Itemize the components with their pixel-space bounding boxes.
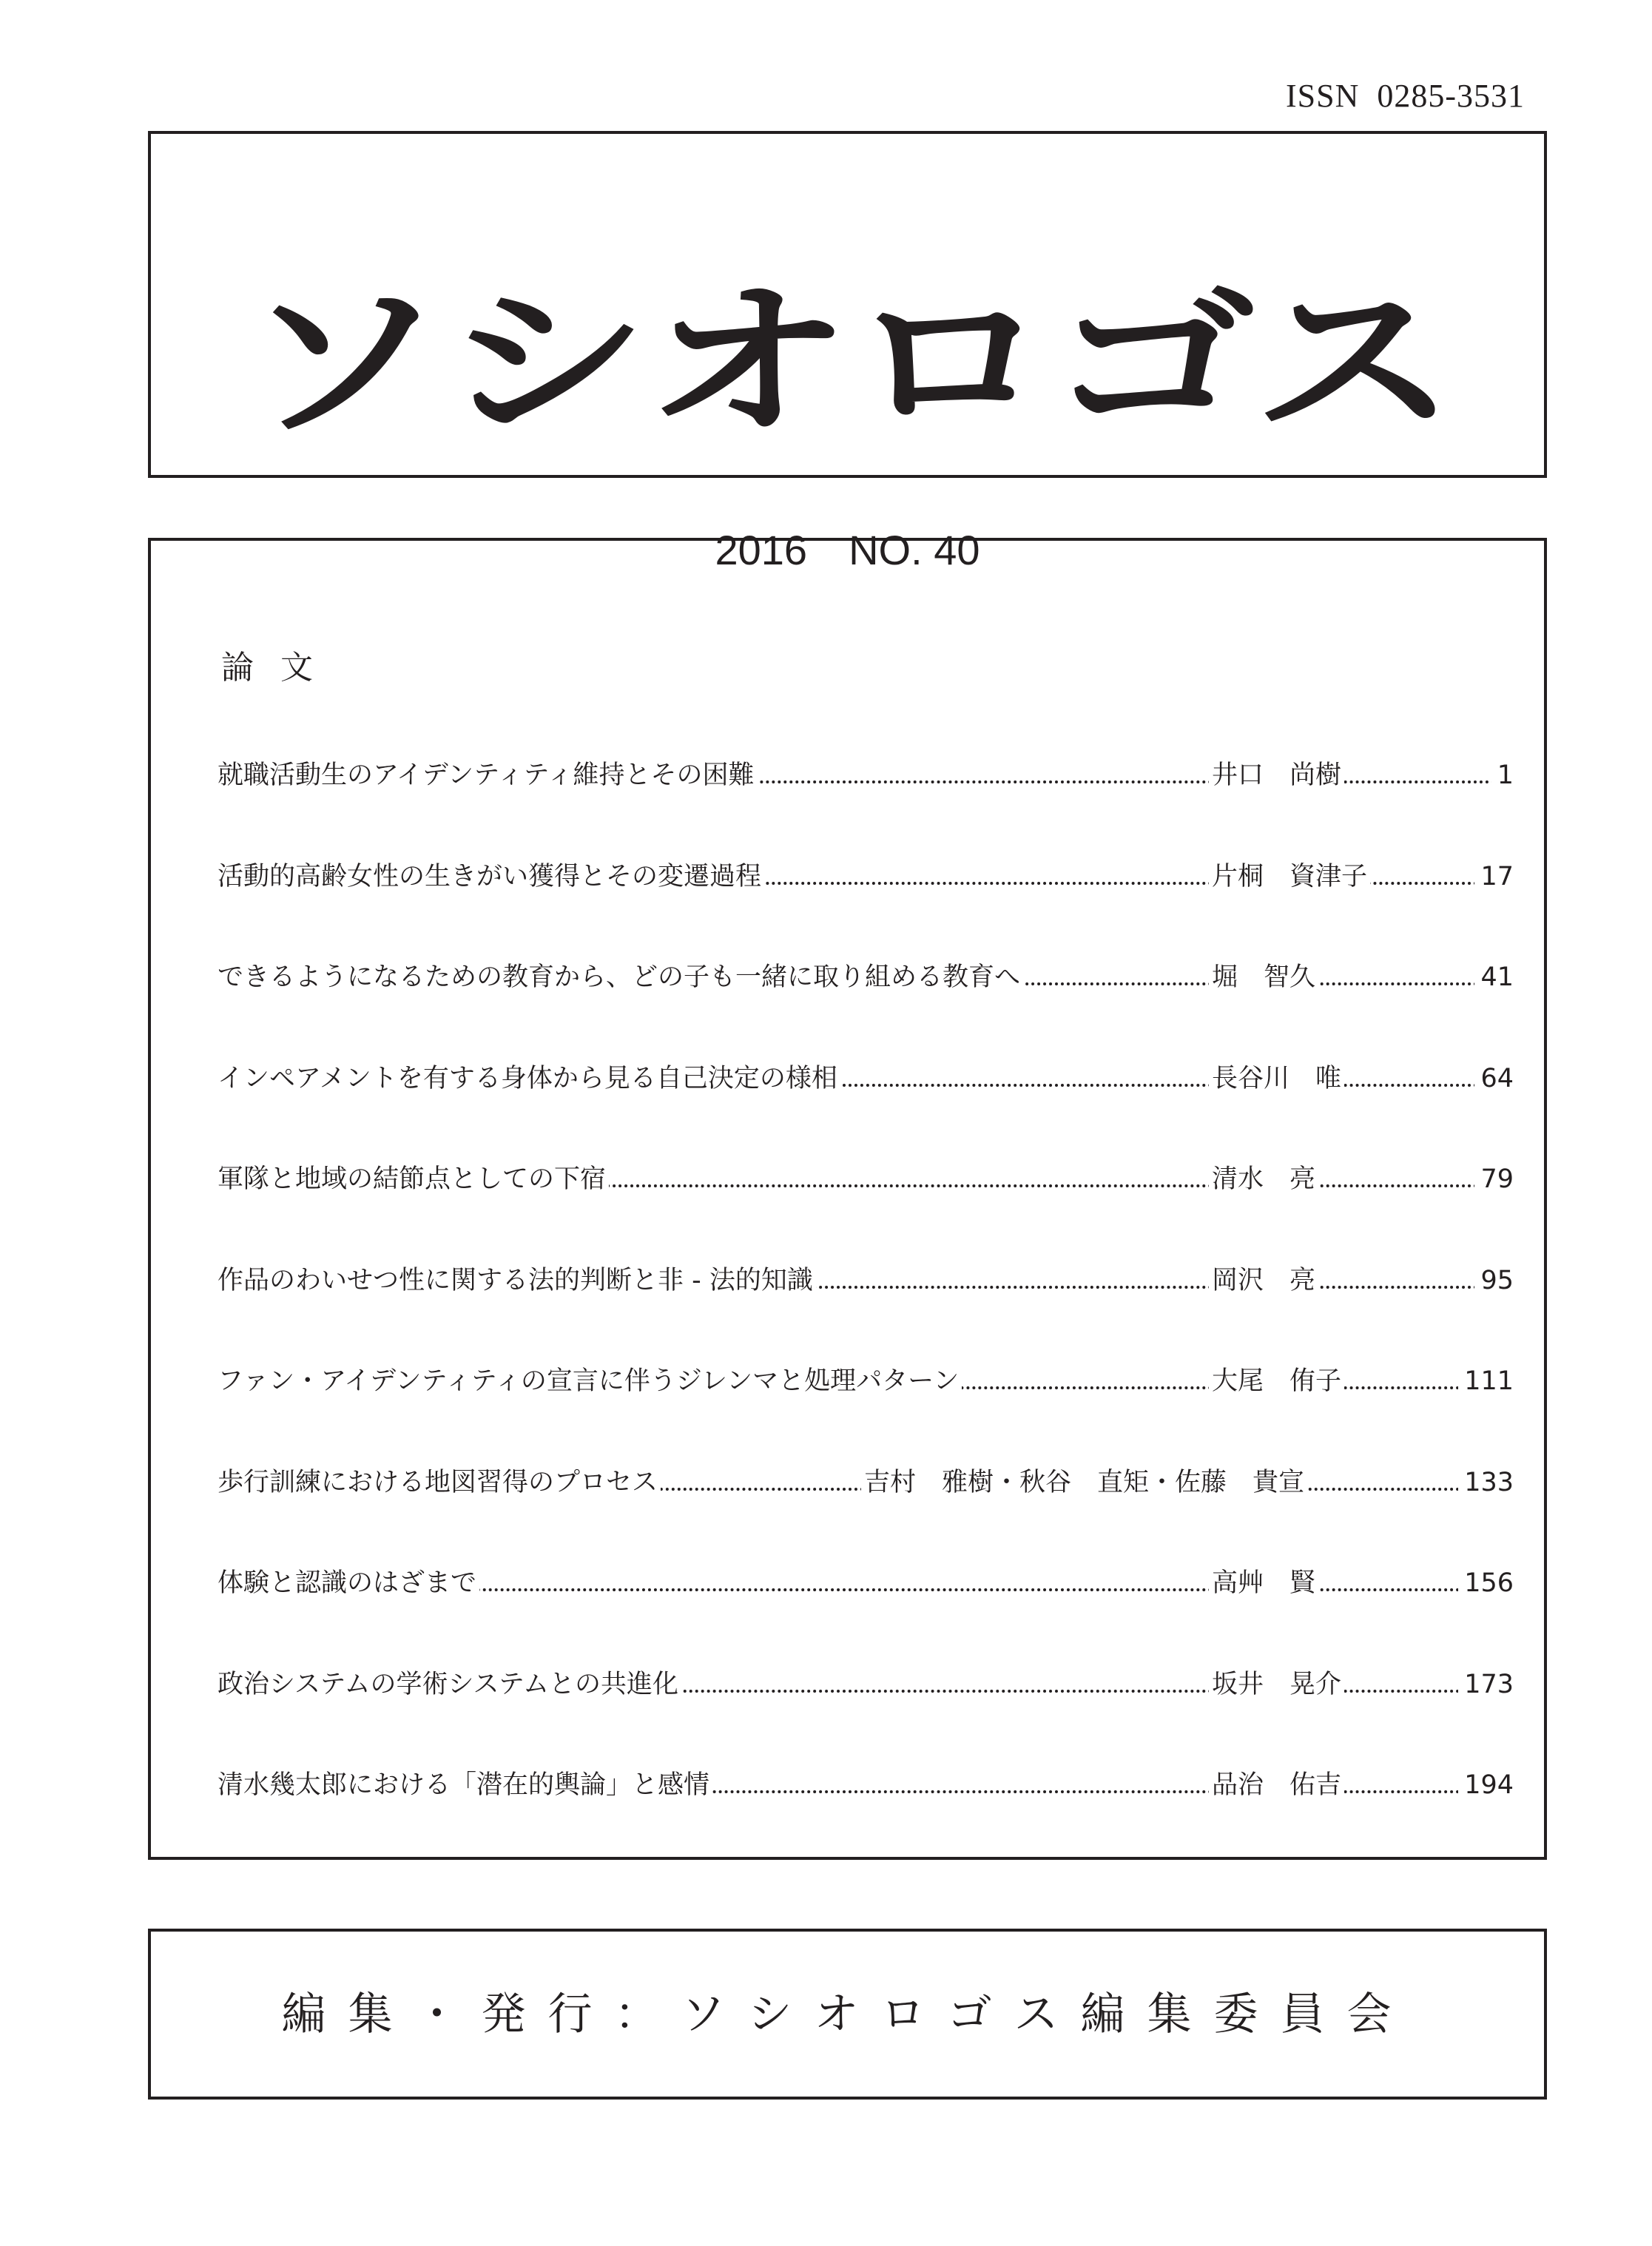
toc-entry-page: 1 xyxy=(1491,763,1514,789)
toc-entry xyxy=(218,1164,1514,1268)
toc-entry-page: 95 xyxy=(1474,1268,1514,1294)
issue-number: 2016 NO. 40 xyxy=(715,527,980,573)
section-heading: 論文 xyxy=(221,649,340,687)
toc-entry xyxy=(218,1467,1514,1571)
toc-entry-title: 作品のわいせつ性に関する法的判断と非 - 法的知識 xyxy=(218,1268,816,1294)
toc-entry-author: 清水 亮 xyxy=(1209,1167,1318,1193)
toc-entry xyxy=(218,1770,1514,1874)
toc-entry-page: 133 xyxy=(1458,1470,1514,1496)
toc-entry-page: 173 xyxy=(1458,1672,1514,1698)
toc-entry-author: 長谷川 唯 xyxy=(1209,1066,1344,1092)
toc-entry xyxy=(218,1265,1514,1369)
toc-entry-page: 64 xyxy=(1474,1066,1514,1092)
toc-entry-page: 79 xyxy=(1474,1167,1514,1193)
toc-entry-title: 軍隊と地域の結節点としての下宿 xyxy=(218,1167,609,1193)
toc-entry xyxy=(218,1568,1514,1672)
table-of-contents xyxy=(148,538,1547,1860)
toc-entry-page: 156 xyxy=(1458,1571,1514,1596)
toc-entry-author: 堀 智久 xyxy=(1209,965,1318,991)
toc-entry-author: 片桐 資津子 xyxy=(1209,864,1370,890)
issn-number: ISSN 0285-3531 xyxy=(1285,78,1525,114)
toc-entry xyxy=(218,763,1514,864)
toc-entry-page: 194 xyxy=(1458,1773,1514,1798)
publisher-credit: 編集・発行：ソシオロゴス編集委員会 xyxy=(281,1989,1414,2040)
toc-entry-author: 大尾 侑子 xyxy=(1209,1369,1344,1395)
toc-entry-author: 高艸 賢 xyxy=(1209,1571,1318,1596)
toc-entry-author: 吉村 雅樹・秋谷 直矩・佐藤 貴宣 xyxy=(861,1470,1307,1496)
toc-entry-title: 清水幾太郎における「潜在的輿論」と感情 xyxy=(218,1773,712,1798)
toc-entry-author: 井口 尚樹 xyxy=(1209,763,1344,789)
toc-entry xyxy=(218,1063,1514,1167)
toc-entry-title: できるようになるための教育から、どの子も一緒に取り組める教育へ xyxy=(218,965,1023,991)
toc-entry xyxy=(218,1669,1514,1773)
toc-entry xyxy=(218,1366,1514,1470)
toc-entry-title: 体験と認識のはざまで xyxy=(218,1571,479,1596)
toc-entry-title: ファン・アイデンティティの宣言に伴うジレンマと処理パターン xyxy=(218,1369,962,1395)
toc-entry-author: 品治 佑吉 xyxy=(1209,1773,1344,1798)
toc-entry xyxy=(218,962,1514,1066)
toc-entry-title: 就職活動生のアイデンティティ維持とその困難 xyxy=(218,763,758,789)
toc-entry-author: 岡沢 亮 xyxy=(1209,1268,1318,1294)
toc-entry-page: 41 xyxy=(1474,965,1514,991)
toc-entry-title: 歩行訓練における地図習得のプロセス xyxy=(218,1470,661,1496)
title-panel xyxy=(148,131,1547,573)
publisher-panel xyxy=(148,1929,1547,2100)
toc-entry-title: インペアメントを有する身体から見る自己決定の様相 xyxy=(218,1066,840,1092)
toc-list xyxy=(218,763,1514,1874)
toc-entry-title: 政治システムの学術システムとの共進化 xyxy=(218,1672,681,1698)
toc-entry-page: 17 xyxy=(1474,864,1514,890)
journal-title: ソシオロゴス xyxy=(240,264,1454,461)
toc-entry-author: 坂井 晃介 xyxy=(1209,1672,1344,1698)
toc-entry xyxy=(218,861,1514,965)
toc-entry-title: 活動的高齢女性の生きがい獲得とその変遷過程 xyxy=(218,864,764,890)
toc-entry-page: 111 xyxy=(1458,1369,1514,1395)
